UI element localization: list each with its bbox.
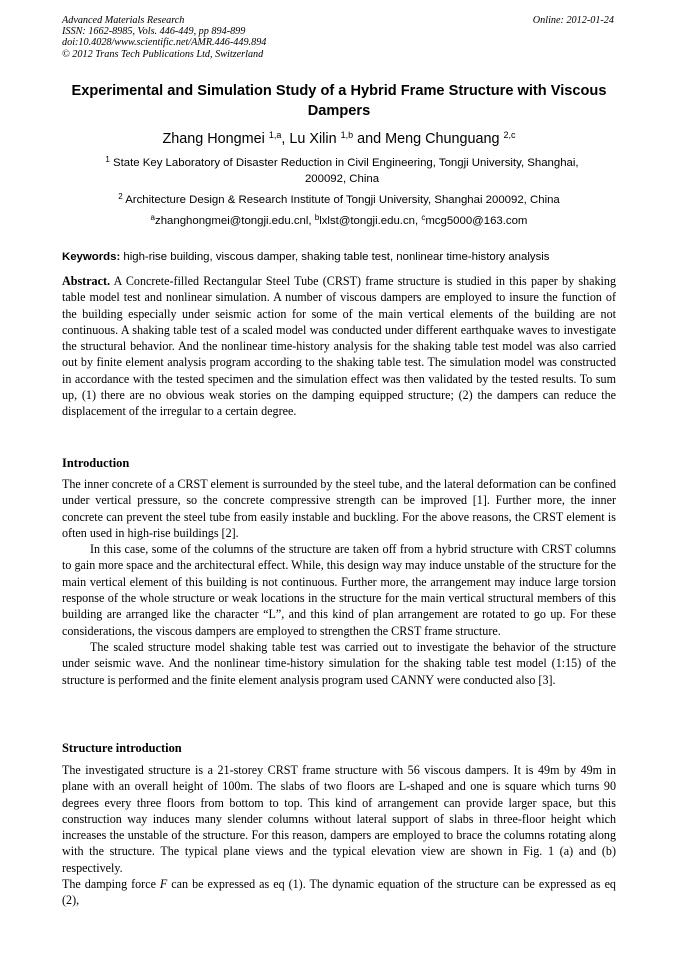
keywords	[62, 250, 616, 265]
issn-line: ISSN: 1662-8985, Vols. 446-449, pp 894-899	[62, 26, 246, 38]
structure-paragraph-2	[62, 876, 616, 909]
structure-paragraph-2-b: can be expressed as eq (1). The dynamic equation of the structure can be expressed as eq (2),	[62, 877, 616, 908]
introduction-paragraph-2: In this case, some of the columns of the structure are taken off from a hybrid structure with CRST columns to gain more space and the architectural effect. While, this design way may induce unstable of the structure for the main vertical element of this building is not continuous. Further more, the arrangement may induce large torsion response of the whole structure or weak locations in the structure for the main vertical structural members of this building are arranged like the character “L”, and this kind of plan arrangement are rotated to go up. For these considerations, the viscous dampers are employed to strengthen the CRST frame structure.	[62, 542, 616, 638]
author-2-sup: 1,b	[340, 130, 354, 140]
abstract	[62, 273, 616, 420]
journal-name: Advanced Materials Research	[62, 15, 185, 26]
affiliation-1-text: State Key Laboratory of Disaster Reduction in Civil Engineering, Tongji University, Shanghai, 200092, China	[109, 157, 579, 185]
keywords-label: Keywords:	[62, 251, 121, 263]
structure-body	[62, 762, 616, 909]
copyright-line: © 2012 Trans Tech Publications Ltd, Switzerland	[62, 48, 264, 60]
author-line	[62, 130, 616, 148]
introduction-heading: Introduction	[62, 456, 130, 470]
email-a: zhanghongmei@tongji.edu.cnl,	[155, 215, 315, 227]
affiliation-2-text: Architecture Design & Research Institute of Tongji University, Shanghai 200092, China	[122, 194, 560, 206]
affiliation-1	[84, 156, 600, 187]
author-1-sup: 1,a	[268, 130, 282, 140]
author-2: , Lu Xilin	[281, 131, 341, 147]
structure-paragraph-1: The investigated structure is a 21-storey CRST frame structure with 56 viscous dampers. It is 49m by 49m in plane with an overall height of 100m. The slabs of two floors are L-shaped and one is square which turns 90 degrees every three floors from bottom to top. This kind of arrangement can provide larger space, but this construction way induces many slender columns without lateral support of slabs in three-floor height which increases the unstable of the structure. For this reason, dampers are employed to brace the columns rotating along with the structure. The typical plane views and the typical elevation view are shown in Fig. 1 (a) and (b) respectively.	[62, 763, 616, 875]
author-1: Zhang Hongmei	[162, 131, 269, 147]
damping-force-symbol: F	[159, 877, 168, 892]
author-3-sup: 2,c	[503, 130, 516, 140]
introduction-paragraph-3: The scaled structure model shaking table test was carried out to investigate the behavior of the structure under seismic wave. And the nonlinear time-history simulation for the shaking table test model (1:15) of the structure is performed and the finite element analysis program used CANNY were conducted also [3].	[62, 639, 616, 687]
journal-header	[62, 15, 266, 60]
email-line	[62, 214, 616, 230]
introduction-body	[62, 476, 616, 688]
email-b: lxlst@tongji.edu.cn,	[319, 215, 422, 227]
abstract-label: Abstract.	[62, 274, 111, 288]
structure-paragraph-2-a: The damping force	[62, 877, 160, 892]
email-b-sup: b	[314, 213, 320, 222]
author-3: and Meng Chunguang	[353, 131, 504, 147]
email-a-sup: a	[150, 213, 155, 222]
doi-line: doi:10.4028/www.scientific.net/AMR.446-449.894	[62, 37, 267, 49]
affiliation-1-sup: 1	[105, 155, 110, 164]
affiliation-2-sup: 2	[118, 192, 123, 201]
online-date: Online: 2012-01-24	[532, 15, 614, 26]
email-c-sup: c	[421, 213, 426, 222]
structure-heading: Structure introduction	[62, 741, 182, 755]
email-c: mcg5000@163.com	[425, 215, 528, 227]
abstract-text: A Concrete-filled Rectangular Steel Tube (CRST) frame structure is studied in this paper by shaking table model test and nonlinear simulation. A number of viscous dampers are employed to insure the function of the building especially under seismic action for some of the main vertical elements of the building are not continuous. A shaking table test of a scaled model was conducted under different earthquake waves to investigate the structural behavior. And the nonlinear time-history analysis for the shaking table test model was also carried out by finite element analysis program according to the shaking table test. The simulation model was constructed in accordance with the tested specimen and the simulation effect was then validated by the tested results. To sum up, (1) there are no obvious weak stories on the damping equipped structure; (2) the dampers can reduce the displacement of the irregular to a certain degree.	[62, 274, 616, 419]
affiliation-2	[62, 193, 616, 209]
keywords-text: high-rise building, viscous damper, shaking table test, nonlinear time-history analysis	[120, 251, 550, 263]
introduction-paragraph-1: The inner concrete of a CRST element is surrounded by the steel tube, and the lateral deformation can be confined under vertical pressure, so the concrete compressive strength can be improved [1]. Further more, the inner concrete can prevent the steel tube from easily instable and buckling. For the above reasons, the CRST element is often used in high-rise buildings [2].	[62, 477, 616, 540]
paper-title: Experimental and Simulation Study of a Hybrid Frame Structure with Viscous Dampers	[71, 83, 607, 119]
